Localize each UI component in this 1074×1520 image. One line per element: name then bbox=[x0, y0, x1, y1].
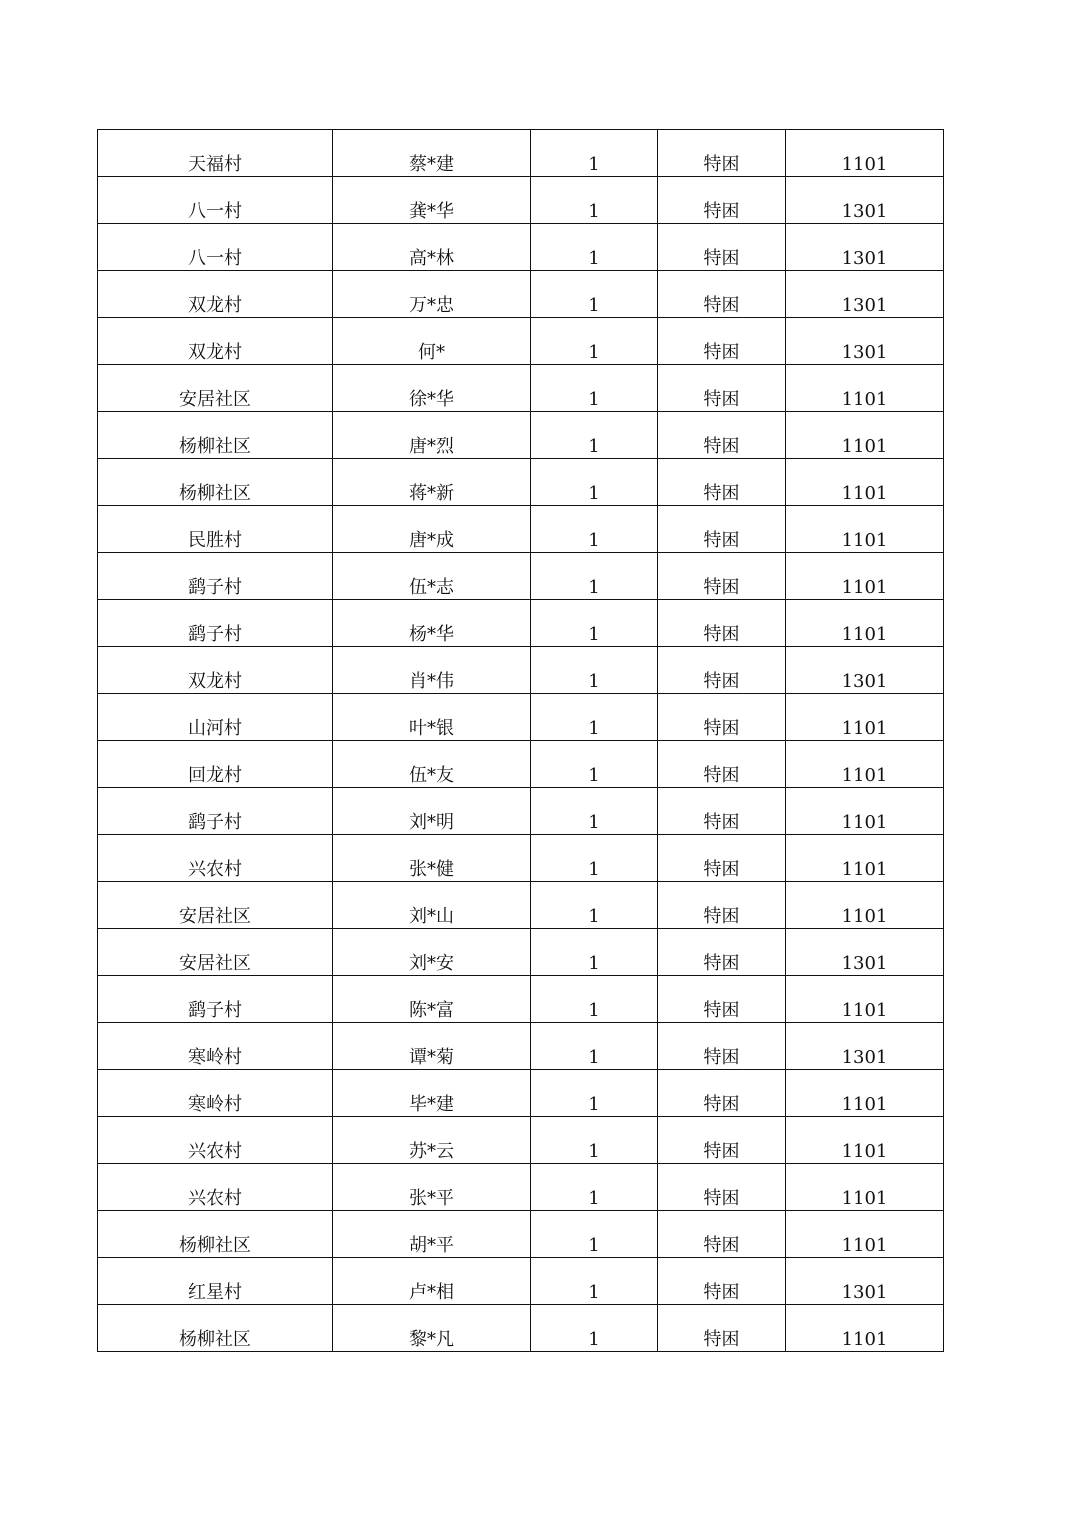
code-cell: 1301 bbox=[786, 318, 944, 365]
village-cell: 回龙村 bbox=[98, 741, 333, 788]
code-cell: 1101 bbox=[786, 365, 944, 412]
table-row bbox=[98, 976, 944, 1023]
village-cell: 鹞子村 bbox=[98, 976, 333, 1023]
table-row bbox=[98, 1258, 944, 1305]
code-cell: 1301 bbox=[786, 647, 944, 694]
count-cell: 1 bbox=[531, 694, 658, 741]
type-cell: 特困 bbox=[658, 788, 786, 835]
village-cell: 安居社区 bbox=[98, 365, 333, 412]
code-cell: 1101 bbox=[786, 506, 944, 553]
code-cell: 1301 bbox=[786, 929, 944, 976]
village-cell: 天福村 bbox=[98, 130, 333, 177]
village-cell: 民胜村 bbox=[98, 506, 333, 553]
table-row bbox=[98, 365, 944, 412]
code-cell: 1101 bbox=[786, 741, 944, 788]
code-cell: 1301 bbox=[786, 271, 944, 318]
count-cell: 1 bbox=[531, 1164, 658, 1211]
village-cell: 鹞子村 bbox=[98, 553, 333, 600]
table-row bbox=[98, 741, 944, 788]
name-cell: 张*平 bbox=[333, 1164, 531, 1211]
village-cell: 八一村 bbox=[98, 177, 333, 224]
village-cell: 安居社区 bbox=[98, 929, 333, 976]
name-cell: 苏*云 bbox=[333, 1117, 531, 1164]
table-row bbox=[98, 412, 944, 459]
code-cell: 1101 bbox=[786, 882, 944, 929]
type-cell: 特困 bbox=[658, 365, 786, 412]
code-cell: 1301 bbox=[786, 224, 944, 271]
village-cell: 杨柳社区 bbox=[98, 459, 333, 506]
name-cell: 伍*友 bbox=[333, 741, 531, 788]
code-cell: 1101 bbox=[786, 1070, 944, 1117]
count-cell: 1 bbox=[531, 1070, 658, 1117]
count-cell: 1 bbox=[531, 1211, 658, 1258]
name-cell: 张*健 bbox=[333, 835, 531, 882]
name-cell: 高*林 bbox=[333, 224, 531, 271]
type-cell: 特困 bbox=[658, 882, 786, 929]
table-row bbox=[98, 318, 944, 365]
count-cell: 1 bbox=[531, 412, 658, 459]
name-cell: 胡*平 bbox=[333, 1211, 531, 1258]
name-cell: 肖*伟 bbox=[333, 647, 531, 694]
code-cell: 1101 bbox=[786, 459, 944, 506]
village-cell: 双龙村 bbox=[98, 318, 333, 365]
type-cell: 特困 bbox=[658, 553, 786, 600]
count-cell: 1 bbox=[531, 600, 658, 647]
name-cell: 龚*华 bbox=[333, 177, 531, 224]
code-cell: 1301 bbox=[786, 177, 944, 224]
code-cell: 1101 bbox=[786, 1305, 944, 1352]
table-row bbox=[98, 177, 944, 224]
type-cell: 特困 bbox=[658, 506, 786, 553]
table-row bbox=[98, 929, 944, 976]
code-cell: 1101 bbox=[786, 788, 944, 835]
village-cell: 寒岭村 bbox=[98, 1070, 333, 1117]
count-cell: 1 bbox=[531, 506, 658, 553]
type-cell: 特困 bbox=[658, 835, 786, 882]
table-row bbox=[98, 1305, 944, 1352]
count-cell: 1 bbox=[531, 318, 658, 365]
count-cell: 1 bbox=[531, 177, 658, 224]
count-cell: 1 bbox=[531, 271, 658, 318]
name-cell: 唐*成 bbox=[333, 506, 531, 553]
table-row bbox=[98, 130, 944, 177]
name-cell: 伍*志 bbox=[333, 553, 531, 600]
name-cell: 徐*华 bbox=[333, 365, 531, 412]
table-row bbox=[98, 224, 944, 271]
table-row bbox=[98, 1164, 944, 1211]
name-cell: 蔡*建 bbox=[333, 130, 531, 177]
code-cell: 1301 bbox=[786, 1023, 944, 1070]
village-cell: 双龙村 bbox=[98, 647, 333, 694]
type-cell: 特困 bbox=[658, 694, 786, 741]
village-cell: 寒岭村 bbox=[98, 1023, 333, 1070]
code-cell: 1101 bbox=[786, 412, 944, 459]
code-cell: 1101 bbox=[786, 553, 944, 600]
village-cell: 红星村 bbox=[98, 1258, 333, 1305]
name-cell: 毕*建 bbox=[333, 1070, 531, 1117]
count-cell: 1 bbox=[531, 835, 658, 882]
count-cell: 1 bbox=[531, 1305, 658, 1352]
count-cell: 1 bbox=[531, 1258, 658, 1305]
village-cell: 杨柳社区 bbox=[98, 1211, 333, 1258]
table-row bbox=[98, 694, 944, 741]
type-cell: 特困 bbox=[658, 459, 786, 506]
village-cell: 兴农村 bbox=[98, 1117, 333, 1164]
type-cell: 特困 bbox=[658, 1070, 786, 1117]
village-cell: 杨柳社区 bbox=[98, 412, 333, 459]
name-cell: 杨*华 bbox=[333, 600, 531, 647]
count-cell: 1 bbox=[531, 647, 658, 694]
type-cell: 特困 bbox=[658, 647, 786, 694]
table-row bbox=[98, 271, 944, 318]
type-cell: 特困 bbox=[658, 130, 786, 177]
name-cell: 陈*富 bbox=[333, 976, 531, 1023]
count-cell: 1 bbox=[531, 553, 658, 600]
name-cell: 蒋*新 bbox=[333, 459, 531, 506]
type-cell: 特困 bbox=[658, 976, 786, 1023]
name-cell: 卢*相 bbox=[333, 1258, 531, 1305]
count-cell: 1 bbox=[531, 459, 658, 506]
table-row bbox=[98, 600, 944, 647]
code-cell: 1301 bbox=[786, 1258, 944, 1305]
name-cell: 谭*菊 bbox=[333, 1023, 531, 1070]
count-cell: 1 bbox=[531, 365, 658, 412]
type-cell: 特困 bbox=[658, 1305, 786, 1352]
count-cell: 1 bbox=[531, 788, 658, 835]
count-cell: 1 bbox=[531, 741, 658, 788]
table-row bbox=[98, 788, 944, 835]
code-cell: 1101 bbox=[786, 1164, 944, 1211]
table-row bbox=[98, 506, 944, 553]
name-cell: 刘*安 bbox=[333, 929, 531, 976]
type-cell: 特困 bbox=[658, 177, 786, 224]
count-cell: 1 bbox=[531, 976, 658, 1023]
village-cell: 兴农村 bbox=[98, 1164, 333, 1211]
code-cell: 1101 bbox=[786, 835, 944, 882]
name-cell: 刘*山 bbox=[333, 882, 531, 929]
type-cell: 特困 bbox=[658, 1258, 786, 1305]
type-cell: 特困 bbox=[658, 318, 786, 365]
village-cell: 八一村 bbox=[98, 224, 333, 271]
count-cell: 1 bbox=[531, 130, 658, 177]
type-cell: 特困 bbox=[658, 600, 786, 647]
count-cell: 1 bbox=[531, 224, 658, 271]
code-cell: 1101 bbox=[786, 600, 944, 647]
village-cell: 兴农村 bbox=[98, 835, 333, 882]
village-cell: 鹞子村 bbox=[98, 600, 333, 647]
table-row bbox=[98, 1117, 944, 1164]
count-cell: 1 bbox=[531, 1023, 658, 1070]
name-cell: 刘*明 bbox=[333, 788, 531, 835]
table-body bbox=[98, 130, 944, 1352]
code-cell: 1101 bbox=[786, 130, 944, 177]
type-cell: 特困 bbox=[658, 271, 786, 318]
table-row bbox=[98, 1211, 944, 1258]
village-cell: 山河村 bbox=[98, 694, 333, 741]
type-cell: 特困 bbox=[658, 1117, 786, 1164]
count-cell: 1 bbox=[531, 882, 658, 929]
type-cell: 特困 bbox=[658, 929, 786, 976]
recipient-table bbox=[97, 129, 944, 1352]
table-row bbox=[98, 553, 944, 600]
table-row bbox=[98, 459, 944, 506]
table-row bbox=[98, 647, 944, 694]
type-cell: 特困 bbox=[658, 1164, 786, 1211]
table-row bbox=[98, 835, 944, 882]
count-cell: 1 bbox=[531, 929, 658, 976]
code-cell: 1101 bbox=[786, 1211, 944, 1258]
name-cell: 万*忠 bbox=[333, 271, 531, 318]
type-cell: 特困 bbox=[658, 741, 786, 788]
name-cell: 唐*烈 bbox=[333, 412, 531, 459]
code-cell: 1101 bbox=[786, 694, 944, 741]
name-cell: 叶*银 bbox=[333, 694, 531, 741]
village-cell: 安居社区 bbox=[98, 882, 333, 929]
type-cell: 特困 bbox=[658, 1211, 786, 1258]
table-row bbox=[98, 1023, 944, 1070]
table-row bbox=[98, 882, 944, 929]
village-cell: 鹞子村 bbox=[98, 788, 333, 835]
type-cell: 特困 bbox=[658, 224, 786, 271]
name-cell: 黎*凡 bbox=[333, 1305, 531, 1352]
type-cell: 特困 bbox=[658, 1023, 786, 1070]
table-row bbox=[98, 1070, 944, 1117]
name-cell: 何* bbox=[333, 318, 531, 365]
code-cell: 1101 bbox=[786, 976, 944, 1023]
count-cell: 1 bbox=[531, 1117, 658, 1164]
type-cell: 特困 bbox=[658, 412, 786, 459]
code-cell: 1101 bbox=[786, 1117, 944, 1164]
village-cell: 双龙村 bbox=[98, 271, 333, 318]
village-cell: 杨柳社区 bbox=[98, 1305, 333, 1352]
